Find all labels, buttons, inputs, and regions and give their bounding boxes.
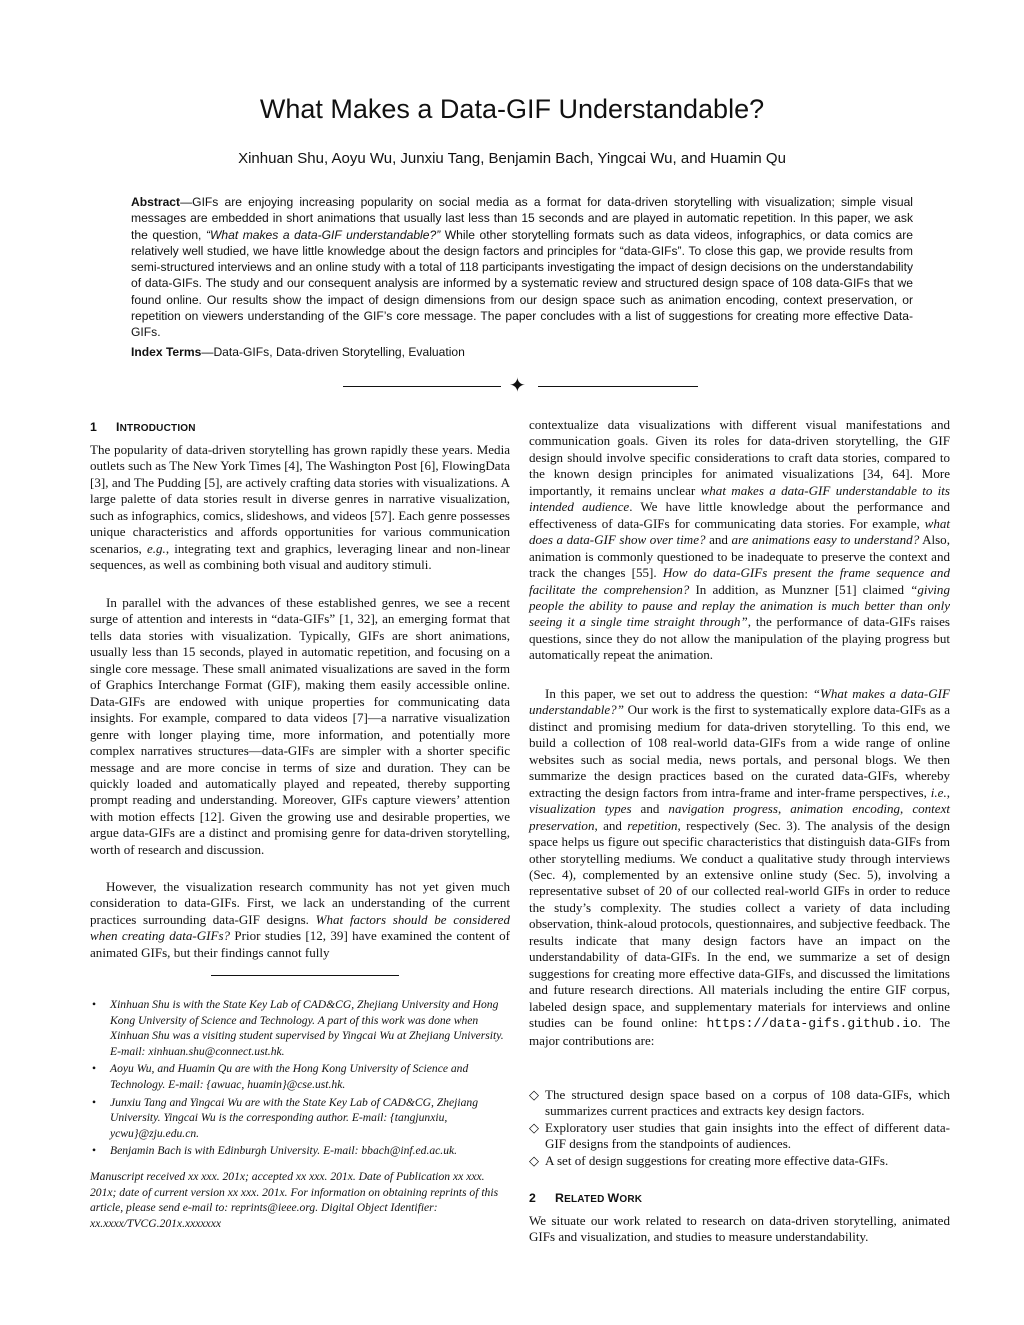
r2-text-d: and [631,801,669,817]
r2-term-3: animation encoding [790,801,901,817]
r2-text-c: , [946,784,950,800]
r2-term-4: context preservation [529,801,950,833]
list-item [529,1120,950,1153]
section-heading-related-work [529,1190,642,1208]
diamond-bullet-icon: ◇ [529,1152,540,1168]
r2-question: “What makes a data-GIF understandable?” [529,686,950,718]
section-heading-introduction [90,419,196,437]
r1-text-c: and [705,532,732,548]
r1-text-e: In addition, as Munzner [51] claimed [689,581,911,597]
index-terms [131,344,913,360]
abstract-text-2: While other storytelling formats such as data videos, infographics, or data comics are relatively well studied, we have little knowledge about the design factors and principles for “data-GIFs”. To close this gap, we provide results from semi-structured interviews and an online study with a total of 118 participants investigating the impact of design decisions on the understandability of data-GIFs. The study and our consequent analysis are informed by a systematic review and structured design space of 108 data-GIFs that we found online. Our results show the impact of design dimensions from our design space such as animation encoding, context preservation, or repetition on viewers understanding of the GIF’s core message. The paper concludes with a list of suggestions for creating more effective Data-GIFs. [131,227,913,340]
footnotes [92,997,510,1159]
r1-question-1: what makes a data-GIF understandable to its intended audience [529,482,951,515]
r2-text-e: , [777,801,791,817]
footnote-bullet: • [92,1144,97,1158]
list-item-text: Exploratory user studies that gain insights into the effect of different data-GIF designs from the standpoints of audiences. [545,1119,950,1152]
abstract [131,194,913,341]
abstract-question: “What makes a data-GIF understandable?” [205,227,441,242]
r2-ie: i.e. [930,784,947,800]
intro-paragraph-continued [529,417,950,664]
index-terms-label: Index Terms [131,345,202,359]
contribution-list [529,1087,950,1169]
list-item-text: The structured design space based on a corpus of 108 data-GIFs, which summarizes current practices and extracts key design factors. [545,1087,950,1119]
footnote-text: Aoyu Wu, and Huamin Qu are with the Hong Kong University of Science and Technology. E-mail: {awuac, huamin}@cse.ust.hk. [110,1062,469,1091]
r2-text-f: , [900,801,913,817]
r2-text-g: , and [594,817,628,833]
footnote-rule [211,975,399,976]
section-title-first-2: W [607,1191,620,1205]
divider-line-left [343,386,501,387]
project-url-link[interactable]: https://data-gifs.github.io [706,1016,918,1032]
footnote-text: Junxiu Tang and Yingcai Wu are with the State Key Lab of CAD&CG, Zhejiang University. Yingcai Wu is the corresponding author. E-mail: {tangjunxiu, ycwu}@zju.edu.cn. [110,1095,478,1140]
footnote-item [92,1095,510,1142]
footnote-item [92,997,510,1059]
intro-p3-text-b: Prior studies [12, 39] have examined the content of animated GIFs, but their findings cannot fully [90,928,510,960]
intro-p1-end: , integrating text and graphics, leveraging linear and non-linear sequences, as well as combining both visual and auditory stimuli. [90,540,510,573]
paper-title: What Makes a Data-GIF Understandable? [259,94,765,124]
abstract-dash: — [180,195,193,209]
section-title-first: R [555,1191,565,1205]
intro-p3-text-a: However, the visualization research community has not yet given much consideration to data-GIFs. First, we lack an understanding of the current practices surrounding data-GIF designs. [90,879,510,927]
index-terms-text: —Data-GIFs, Data-driven Storytelling, Evaluation [201,345,465,359]
section-number: 1 [90,420,98,434]
section-title-rest: ELATED [564,1194,608,1205]
diamond-bullet-icon: ◇ [529,1087,540,1102]
footnote-text: Benjamin Bach is with Edinburgh University. E-mail: bbach@inf.ed.ac.uk. [110,1144,458,1158]
section-title-first: I [116,420,120,434]
footnote-bullet: • [92,1062,97,1076]
list-item [529,1153,950,1169]
related-work-paragraph: We situate our work related to research on data-driven storytelling, animated GIFs and visualization, and studies to measure understandability. [529,1213,950,1245]
section-title-rest: NTRODUCTION [119,423,196,434]
section-title-rest-2: ORK [619,1194,643,1205]
section-divider [343,375,698,398]
abstract-label: Abstract [131,195,181,209]
intro-paragraph-1 [90,442,510,574]
intro-paragraph-4 [529,686,950,1049]
list-item-text: A set of design suggestions for creating more effective data-GIFs. [545,1152,889,1168]
r1-text-a: contextualize data visualizations with different visual manifestations and communication goals. Given its roles for data-driven storytelling, the GIF design should involve specific considerations to craft data stories, compared to the known design principles for animated visualizations [34, 64]. More importantly, it remains unclear [529,417,950,498]
intro-paragraph-3 [90,879,510,961]
divider-star-icon: ✦ [509,375,526,397]
r1-text-b: . We have little knowledge about the performance and effectiveness of data-GIFs for communicating data stories. For example, [529,499,951,531]
intro-p1-text: The popularity of data-driven storytelling has grown rapidly these years. Media outlets such as The New York Times [4], The Washington Post [6], FlowingData [3], and The Pudding [5], are actively crafting data stories with visualizations. A large palette of data stories result in diverse genres in narrative visualization, such as infographics, comics, slideshows, and videos [57]. Each genre possesses unique characteristics and affords opportunities for various communication scenarios, [90,442,510,556]
footnote-item [92,1061,510,1092]
r2-text-i: . The major contributions are: [529,1015,950,1048]
author-list: Xinhuan Shu, Aoyu Wu, Junxiu Tang, Benjamin Bach, Yingcai Wu, and Huamin Qu [238,150,786,167]
r2-term-5: repetition [627,817,678,833]
footnote-text: Xinhuan Shu is with the State Key Lab of CAD&CG, Zhejiang University and Hong Kong University of Science and Technology. A part of this work was done when Xinhuan Shu was a visiting student supervised by Yingcai Wu at Zhejiang University. E-mail: xinhuan.shu@connect.ust.hk. [110,998,504,1058]
divider-line-right [538,386,698,387]
r1-quote: “giving people the ability to pause and replay the animation is much better than only seeing it a single time straight through” [529,581,950,630]
diamond-bullet-icon: ◇ [529,1119,540,1135]
r1-question-3: are animations easy to understand? [731,532,920,548]
r1-text-d: Also, animation is commonly questioned to be inadequate to preserve the context and track the changes [55]. [529,532,950,581]
section-number: 2 [529,1191,537,1205]
r1-question-2: what does a data-GIF show over time? [529,515,950,548]
footnote-item [92,1143,510,1159]
manuscript-info: Manuscript received xx xxx. 201x; accepted xx xxx. 201x. Date of Publication xx xxx. 201x; date of current version xx xxx. 201x. For information on obtaining reprints of this article, please send e-mail to: reprints@ieee.org. Digital Object Identifier: xx.xxxx/TVCG.201x.xxxxxxx [90,1170,499,1231]
intro-paragraph-2: In parallel with the advances of these established genres, we see a recent surge of attention and interests in “data-GIFs” [1, 32], an emerging format that tells data stories with visualization. Typically, GIFs are short animations, usually less than 15 seconds, played in automatic repetition, and focusing on a single core message. These small animated visualizations are saved in the form of Graphics Interchange Format (GIF), making them easily accessible online. Data-GIFs are endowed with unique properties for communicating data insights. For example, compared to data videos [7]—a narrative visualization genre with longer playing time, more information, and potentially more complex narratives structures—data-GIFs are simpler with a shorter specific message and are more concise in terms of size and duration. They can be quickly loaded and automatically played and repeated, thereby supporting prompt reading and understanding. Moreover, GIFs capture viewers’ attention with motion effects [12]. Given the growing use and desirable properties, we argue data-GIFs are a distinct and promising genre for data-driven storytelling, worth of research and discussion. [90,595,510,857]
r2-text-b: Our work is the first to systematically explore data-GIFs as a distinct and promising medium for data-driven storytelling. To this end, we build a collection of 108 real-world data-GIFs from a wide range of online websites such as social media, news portals, and personal blogs. We then summarize the design practices based on the curated data-GIFs, whereby extracting the design factors from intra-frame and inter-frame perspectives, [529,702,950,800]
r2-text-h: , respectively (Sec. 3). The analysis of the design space helps us figure out specific characteristics that distinguish data-GIFs from other storytelling mediums. We conduct a qualitative study through interviews (Sec. 4), complemented by an extensive online study (Sec. 5), involving a representative subset of 20 of our collected real-world GIFs in order to reduce the study’s complexity. The studies collect a variety of data including observation, think-aloud protocols, questionnaires, and subjective feedback. The results indicate that many design factors have an impact on the understandability of data-GIFs. In the end, we summarize a set of design suggestions for creating more effective data-GIFs, and discussed the limitations and future research directions. All materials including the entire GIF corpus, labeled design space, and supplementary materials for interviews and online studies can be found online: [529,817,950,1031]
intro-p1-eg: e.g. [146,540,166,556]
footnote-bullet: • [92,1095,97,1109]
abstract-text-1: GIFs are enjoying increasing popularity on social media as a format for data-driven storytelling with visualization; simple visual messages are embedded in short animations that usually last less than 15 seconds and are played in automatic repetition. In this paper, we ask the question, [131,195,913,242]
intro-p3-question: What factors should be considered when creating data-GIFs? [90,911,510,944]
r2-term-2: navigation progress [668,801,778,817]
list-item [529,1087,950,1120]
footnote-bullet: • [92,998,97,1011]
r2-text-a: In this paper, we set out to address the question: [545,686,813,701]
r1-question-4: How do data-GIFs present the frame sequence and facilitate the comprehension? [529,565,950,597]
r2-term-1: visualization types [529,801,632,817]
r1-text-f: , the performance of data-GIFs raises questions, since they do not allow the manipulation of the playing progress but automatically repeat the animation. [529,614,950,663]
